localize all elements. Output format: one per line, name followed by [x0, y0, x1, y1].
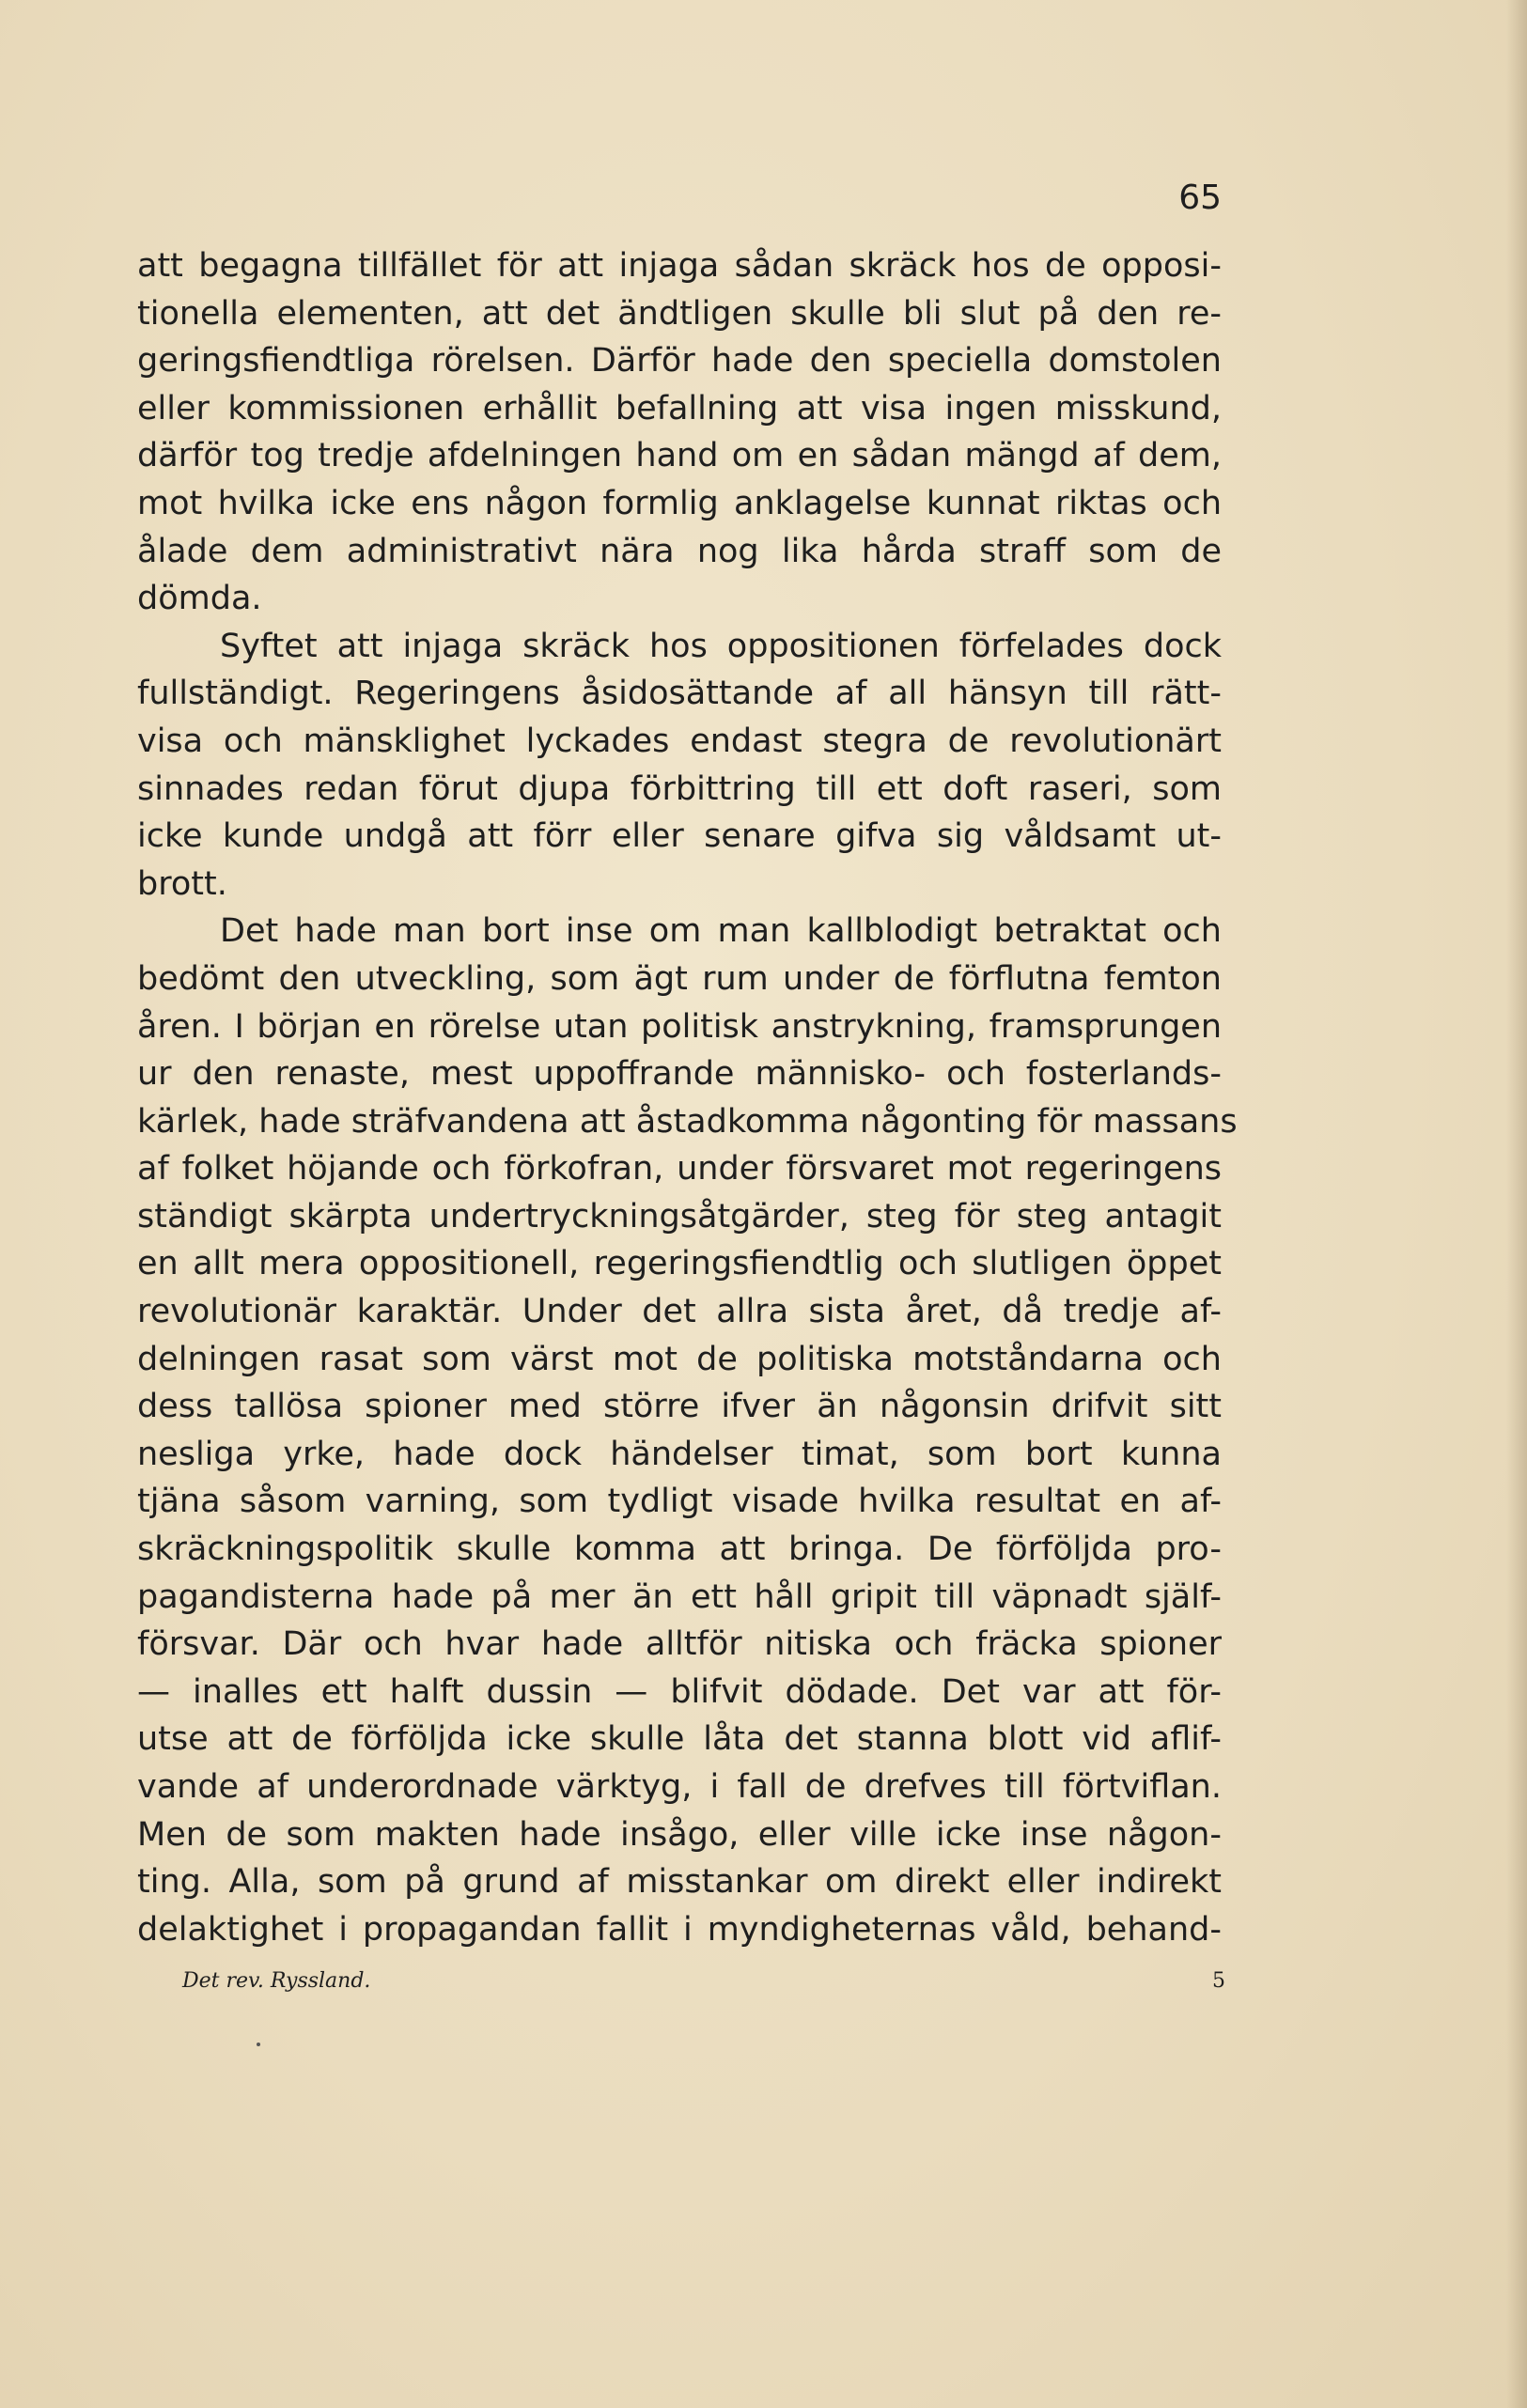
- text-line: ålade dem administrativt nära nog lika hårda straff som de: [137, 532, 1222, 570]
- text-line: icke kunde undgå att förr eller senare gifva sig våldsamt ut-: [137, 817, 1222, 856]
- paper-speck: [257, 2043, 260, 2046]
- page-edge-shadow: [1506, 0, 1527, 2408]
- text-line: geringsfiendtliga rörelsen. Därför hade den speciella domstolen: [137, 342, 1222, 381]
- text-line: ur den renaste, mest uppoffrande människo- och fosterlands-: [137, 1055, 1222, 1094]
- text-line: Men de som makten hade insågo, eller ville icke inse någon-: [137, 1815, 1222, 1854]
- text-line: dömda.: [137, 580, 262, 618]
- text-line: kärlek, hade sträfvandena att åstadkomma någonting för massans: [137, 1102, 1238, 1141]
- text-line: ting. Alla, som på grund af misstankar om direkt eller indirekt: [137, 1863, 1222, 1902]
- text-line: pagandisterna hade på mer än ett håll gripit till väpnadt själf-: [137, 1577, 1222, 1616]
- text-line: delningen rasat som värst mot de politiska motståndarna och: [137, 1340, 1222, 1378]
- text-line: delaktighet i propagandan fallit i myndigheternas våld, behand-: [137, 1910, 1222, 1949]
- text-line: vande af underordnade värktyg, i fall de drefves till förtviflan.: [137, 1768, 1222, 1806]
- text-line: åren. I början en rörelse utan politisk anstrykning, framsprungen: [137, 1007, 1222, 1046]
- text-line: brott.: [137, 864, 227, 903]
- text-line: dess tallösa spioner med större ifver än någonsin drifvit sitt: [137, 1388, 1222, 1426]
- text-line: fullständigt. Regeringens åsidosättande af all hänsyn till rätt-: [137, 675, 1222, 713]
- text-line: mot hvilka icke ens någon formlig anklagelse kunnat riktas och: [137, 484, 1222, 522]
- text-line: af folket höjande och förkofran, under försvaret mot regeringens: [137, 1150, 1222, 1188]
- text-line: ständigt skärpta undertryckningsåtgärder, steg för steg antagit: [137, 1197, 1222, 1235]
- text-line: — inalles ett halft dussin — blifvit dödade. Det var att för-: [137, 1672, 1222, 1711]
- text-line: försvar. Där och hvar hade alltför nitiska och fräcka spioner: [137, 1625, 1222, 1664]
- text-line: skräckningspolitik skulle komma att bringa. De förföljda pro-: [137, 1530, 1222, 1569]
- footer-signature-mark: 5: [1212, 1969, 1225, 1993]
- text-line: eller kommissionen erhållit befallning att visa ingen misskund,: [137, 389, 1222, 427]
- text-line: utse att de förföljda icke skulle låta det stanna blott vid aflif-: [137, 1720, 1222, 1759]
- text-line: visa och mänsklighet lyckades endast stegra de revolutionärt: [137, 722, 1222, 760]
- text-line: därför tog tredje afdelningen hand om en sådan mängd af dem,: [137, 437, 1222, 475]
- body-text: [137, 242, 1238, 1953]
- text-line: tionella elementen, att det ändtligen skulle bli slut på den re-: [137, 294, 1222, 333]
- text-line: en allt mera oppositionell, regeringsfiendtlig och slutligen öppet: [137, 1245, 1222, 1283]
- text-line-paragraph-start: Det hade man bort inse om man kallblodigt betraktat och: [220, 912, 1222, 951]
- text-line: revolutionär karaktär. Under det allra sista året, då tredje af-: [137, 1293, 1222, 1331]
- text-line: nesliga yrke, hade dock händelser timat, som bort kunna: [137, 1435, 1222, 1473]
- text-line: tjäna såsom varning, som tydligt visade hvilka resultat en af-: [137, 1483, 1222, 1521]
- text-line: bedömt den utveckling, som ägt rum under de förflutna femton: [137, 959, 1222, 998]
- footer-book-title: Det rev. Ryssland.: [182, 1969, 371, 1993]
- text-line: sinnades redan förut djupa förbittring till ett doft raseri, som: [137, 769, 1222, 808]
- text-line: att begagna tillfället för att injaga sådan skräck hos de opposi-: [137, 247, 1222, 285]
- page-number: 65: [1178, 179, 1222, 217]
- text-line-paragraph-start: Syftet att injaga skräck hos oppositionen förfelades dock: [220, 627, 1222, 665]
